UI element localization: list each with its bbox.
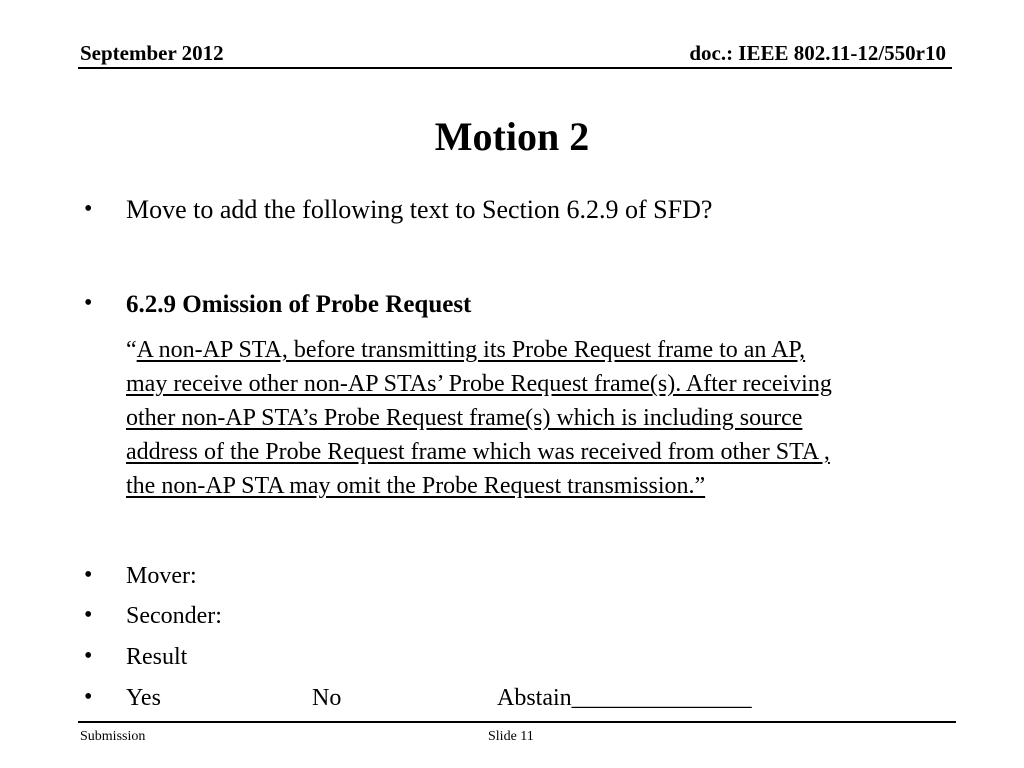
quote-line-text: A non-AP STA, before transmitting its Probe Request frame to an AP, xyxy=(136,337,806,363)
footer-slide-number: Slide 11 xyxy=(488,729,534,744)
bullet-icon: • xyxy=(84,643,93,669)
slide-title: Motion 2 xyxy=(434,114,590,159)
vote-abstain-label: Abstain_______________ xyxy=(497,685,752,711)
quote-line: the non-AP STA may omit the Probe Request transmission.” xyxy=(126,473,706,499)
mover-label: Mover: xyxy=(126,563,197,589)
quote-line: may receive other non-AP STAs’ Probe Request frame(s). After receiving xyxy=(126,371,832,397)
bullet-icon: • xyxy=(84,562,93,588)
motion-text: Move to add the following text to Section 6.2.9 of SFD? xyxy=(126,195,713,224)
footer-divider xyxy=(78,721,956,723)
seconder-label: Seconder: xyxy=(126,603,222,629)
header-doc-id: doc.: IEEE 802.11-12/550r10 xyxy=(689,41,946,65)
quote-open-mark: “ xyxy=(126,337,137,363)
quote-line: address of the Probe Request frame which was received from other STA , xyxy=(126,439,830,465)
vote-yes-label: Yes xyxy=(126,685,161,711)
result-label: Result xyxy=(126,644,188,670)
bullet-icon: • xyxy=(84,684,93,710)
bullet-icon: • xyxy=(84,196,93,222)
quote-line: other non-AP STA’s Probe Request frame(s) which is including source xyxy=(126,405,803,431)
vote-no-label: No xyxy=(312,685,342,711)
header-divider xyxy=(78,67,952,69)
bullet-icon: • xyxy=(84,290,93,316)
header-date: September 2012 xyxy=(80,41,224,65)
bullet-icon: • xyxy=(84,602,93,628)
quoted-text-block xyxy=(126,333,832,503)
footer-submission: Submission xyxy=(80,729,146,744)
quote-line xyxy=(126,333,832,367)
section-heading: 6.2.9 Omission of Probe Request xyxy=(126,291,472,318)
